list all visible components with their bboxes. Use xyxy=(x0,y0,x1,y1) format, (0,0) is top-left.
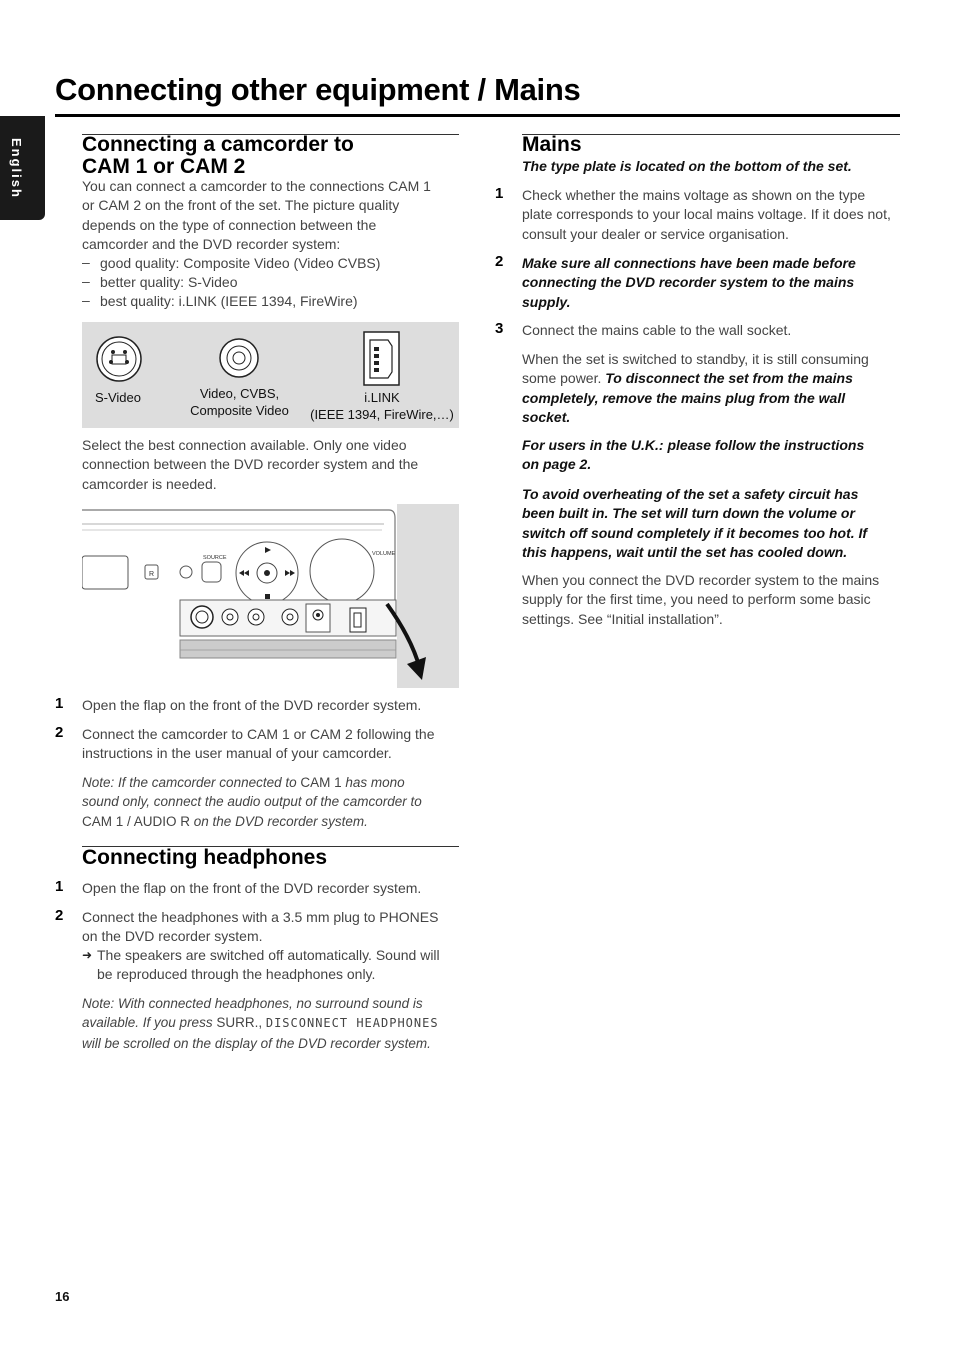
camcorder-note: Note: If the camcorder connected to CAM 1 has mono sound only, connect the audio output of the camcorder to CAM 1 / AUDIO R on the DVD recorder system. xyxy=(82,775,422,829)
mains-step-2: Make sure all connections have been made before connecting the DVD recorder system to the mains supply. xyxy=(522,255,856,310)
headphones-heading: Connecting headphones xyxy=(82,846,328,869)
headphones-result: The speakers are switched off automatically. Sound will be reproduced through the headphones only. xyxy=(97,947,440,983)
quality-item: best quality: i.LINK (IEEE 1394, FireWire) xyxy=(100,293,358,309)
quality-item: good quality: Composite Video (Video CVBS) xyxy=(100,255,381,271)
select-connection-text: Select the best connection available. Only one video connection between the DVD recorder system and the camcorder is needed. xyxy=(82,437,419,492)
video-cvbs-label: Video, CVBS, Composite Video xyxy=(190,386,289,418)
standby-text: When the set is switched to standby, it is still consuming some power. To disconnect the set from the mains completely, remove the mains plug from the wall socket. xyxy=(522,351,869,425)
headphones-step-2: Connect the headphones with a 3.5 mm plug to PHONES on the DVD recorder system. xyxy=(82,909,439,945)
page-title: Connecting other equipment / Mains xyxy=(55,72,581,107)
camcorder-intro: You can connect a camcorder to the connections CAM 1 or CAM 2 on the front of the set. The picture quality depends on the type of connection between the camcorder and the DVD recorder system: xyxy=(82,178,431,252)
dvd-front-illustration xyxy=(82,504,459,688)
camcorder-step-1: Open the flap on the front of the DVD recorder system. xyxy=(82,697,422,713)
step-number: 1 xyxy=(495,185,504,202)
step-number: 2 xyxy=(55,724,64,741)
language-tab xyxy=(0,116,45,220)
ilink-label: i.LINK (IEEE 1394, FireWire,…) xyxy=(310,390,454,422)
title-rule xyxy=(55,114,900,117)
headphones-note: Note: With connected headphones, no surround sound is available. If you press SURR., DISCONNECT HEADPHONES will be scrolled on the display of the DVD recorder system. xyxy=(82,996,439,1051)
volume-label: VOLUME xyxy=(372,551,396,557)
svideo-label: S-Video xyxy=(94,390,141,405)
language-tab-label: English xyxy=(9,138,24,199)
step-number: 1 xyxy=(55,878,64,895)
quality-item: better quality: S-Video xyxy=(100,274,238,290)
svideo-connector-icon xyxy=(97,337,141,381)
svg-text:R: R xyxy=(149,571,155,578)
source-label: SOURCE xyxy=(203,555,227,561)
page-number: 16 xyxy=(55,1289,70,1304)
camcorder-heading: Connecting a camcorder to CAM 1 or CAM 2 xyxy=(82,133,354,178)
mains-step-1: Check whether the mains voltage as shown on the type plate corresponds to your local mains voltage. If it does not, consult your dealer or service organisation. xyxy=(522,187,891,242)
step-number: 1 xyxy=(55,695,64,712)
step-number: 2 xyxy=(55,907,64,924)
uk-users-text: For users in the U.K.: please follow the instructions on page 2. xyxy=(522,437,865,473)
mains-step-3: Connect the mains cable to the wall socket. xyxy=(522,322,792,338)
video-cvbs-connector-icon xyxy=(220,339,258,377)
dvd-front-panel-drawing xyxy=(82,504,459,688)
overheating-text: To avoid overheating of the set a safety circuit has been built in. The set will turn down the volume or switch off sound completely if it becomes too hot. If this happens, wait until the set has cooled down. xyxy=(522,486,868,560)
step-number: 2 xyxy=(495,253,504,270)
camcorder-step-2: Connect the camcorder to CAM 1 or CAM 2 following the instructions in the user manual of your camcorder. xyxy=(82,726,435,762)
connector-panel xyxy=(82,322,459,428)
mains-heading: Mains xyxy=(522,133,582,156)
display-text: DISCONNECT HEADPHONES xyxy=(265,1016,439,1031)
first-time-text: When you connect the DVD recorder system to the mains supply for the first time, you need to perform some basic settings. See “Initial installation”. xyxy=(522,572,880,627)
mains-subtitle: The type plate is located on the bottom of the set. xyxy=(522,158,852,174)
step-number: 3 xyxy=(495,320,504,337)
ilink-connector-icon xyxy=(364,332,399,385)
headphones-step-1: Open the flap on the front of the DVD recorder system. xyxy=(82,880,422,896)
result-arrow-icon: ➜ xyxy=(82,948,93,962)
